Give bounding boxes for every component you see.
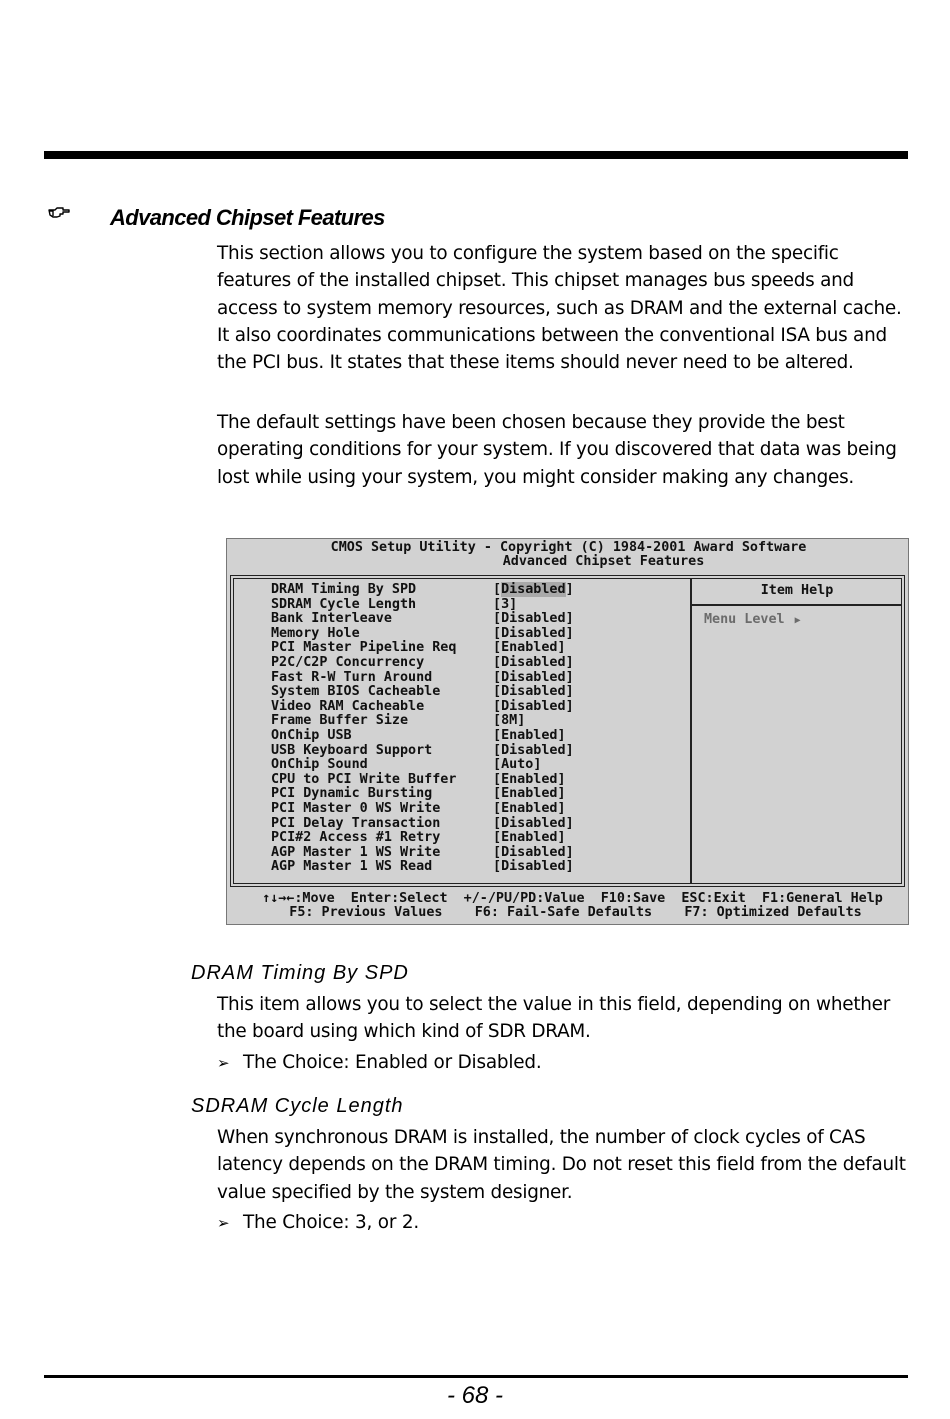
- bios-item-label[interactable]: OnChip Sound: [271, 757, 368, 773]
- bios-panel-divider: [690, 578, 692, 884]
- bios-value-text[interactable]: Disabled: [501, 698, 566, 714]
- bios-item-value[interactable]: [Enabled]: [493, 800, 566, 816]
- section-title: Advanced Chipset Features: [110, 205, 385, 230]
- bios-value-text[interactable]: Enabled: [501, 640, 558, 656]
- pointing-hand-icon: [48, 206, 70, 220]
- bios-item-value[interactable]: [Disabled]: [493, 859, 574, 875]
- bios-item-labels: [271, 583, 456, 875]
- bios-value-text[interactable]: Disabled: [501, 669, 566, 685]
- bios-item-value[interactable]: [Enabled]: [493, 640, 566, 656]
- item-choice-sdram-cycle: [217, 1212, 419, 1233]
- bios-value-text[interactable]: Enabled: [501, 800, 558, 816]
- bios-item-value[interactable]: [Disabled]: [493, 742, 574, 758]
- bios-item-value[interactable]: [Disabled]: [493, 611, 574, 627]
- arrowhead-bullet-icon: ➢: [217, 1054, 230, 1072]
- bios-value-text[interactable]: Disabled: [501, 815, 566, 831]
- bios-item-label[interactable]: AGP Master 1 WS Write: [271, 844, 441, 860]
- page-number: - 68 -: [446, 1382, 503, 1409]
- bios-item-label[interactable]: PCI Dynamic Bursting: [271, 786, 433, 802]
- bios-item-value[interactable]: [Disabled]: [493, 684, 574, 700]
- bios-value-text[interactable]: Disabled: [501, 844, 566, 860]
- bios-value-text[interactable]: Disabled: [501, 684, 566, 700]
- item-description-sdram-cycle: When synchronous DRAM is installed, the number of clock cycles of CAS latency depends on the DRAM timing. Do not reset this field from the default value specified by the system designer.: [217, 1127, 906, 1203]
- bios-item-label[interactable]: SDRAM Cycle Length: [271, 596, 417, 612]
- bios-item-label[interactable]: System BIOS Cacheable: [271, 684, 441, 700]
- bios-item-value[interactable]: [8M]: [493, 713, 526, 729]
- item-choice-dram-timing: [217, 1052, 542, 1073]
- bios-value-text[interactable]: Disabled: [501, 625, 566, 641]
- bios-key-help-line1: ↑↓→←:Move Enter:Select +/-/PU/PD:Value F10:Save ESC:Exit F1:General Help: [262, 891, 883, 906]
- menu-level-label: Menu Level: [704, 612, 785, 627]
- bios-value-text[interactable]: Disabled: [501, 654, 566, 670]
- bios-value-text[interactable]: 3: [501, 596, 510, 612]
- choice-text: The Choice: Enabled or Disabled.: [243, 1052, 542, 1073]
- bios-item-label[interactable]: Frame Buffer Size: [271, 713, 409, 729]
- item-description-dram-timing: This item allows you to select the value in this field, depending on whether the board using which kind of SDR DRAM.: [217, 994, 891, 1043]
- bios-value-text[interactable]: Disabled: [501, 582, 566, 597]
- bios-value-text[interactable]: Disabled: [501, 611, 566, 627]
- bios-item-value[interactable]: [Disabled]: [493, 844, 574, 860]
- bios-item-label[interactable]: PCI Master 0 WS Write: [271, 800, 441, 816]
- arrowhead-bullet-icon: ➢: [217, 1214, 230, 1232]
- bios-value-text[interactable]: Disabled: [501, 742, 566, 758]
- bios-item-label[interactable]: Memory Hole: [271, 625, 360, 641]
- bios-item-label[interactable]: Fast R-W Turn Around: [271, 669, 433, 685]
- bios-value-text[interactable]: Auto: [501, 757, 534, 773]
- item-heading-dram-timing: DRAM Timing By SPD: [191, 962, 409, 984]
- bios-item-value[interactable]: [Enabled]: [493, 786, 566, 802]
- bios-menu-level: [704, 612, 801, 627]
- top-rule: [44, 151, 908, 159]
- bios-item-label[interactable]: Video RAM Cacheable: [271, 698, 425, 714]
- bios-item-label[interactable]: DRAM Timing By SPD: [271, 582, 417, 597]
- bios-value-text[interactable]: Enabled: [501, 727, 558, 743]
- bios-item-value[interactable]: [Auto]: [493, 757, 542, 773]
- triangle-right-icon: ▶: [794, 615, 801, 626]
- bios-value-text[interactable]: Enabled: [501, 786, 558, 802]
- bios-item-value[interactable]: [Disabled]: [493, 654, 574, 670]
- bios-item-value[interactable]: [3]: [493, 596, 518, 612]
- bios-item-value[interactable]: [Enabled]: [493, 727, 566, 743]
- bios-help-title: Item Help: [760, 583, 834, 598]
- intro-paragraph: This section allows you to configure the system based on the specific features of the installed chipset. This chipset manages bus speeds and access to system memory resources, such as DRAM and the external cache. It also coordinates communications between the conventional ISA bus and the PCI bus. It states that these items should never need to be altered.: [217, 243, 902, 374]
- bios-item-value-selected[interactable]: [Disabled]: [493, 582, 574, 597]
- bios-item-value[interactable]: [Disabled]: [493, 625, 574, 641]
- bios-item-values: [493, 583, 574, 875]
- bios-value-text[interactable]: 8M: [501, 713, 518, 729]
- choice-text: The Choice: 3, or 2.: [243, 1212, 419, 1233]
- bios-item-label[interactable]: CPU to PCI Write Buffer: [271, 771, 457, 787]
- bios-item-label[interactable]: USB Keyboard Support: [271, 742, 433, 758]
- bios-item-label[interactable]: Bank Interleave: [271, 611, 392, 627]
- bios-item-label[interactable]: PCI#2 Access #1 Retry: [271, 830, 441, 846]
- bios-help-divider: [690, 604, 902, 606]
- bios-item-label[interactable]: PCI Master Pipeline Req: [271, 640, 457, 656]
- bios-subtitle: Advanced Chipset Features: [502, 554, 705, 569]
- bios-item-label[interactable]: OnChip USB: [271, 727, 352, 743]
- bios-item-value[interactable]: [Enabled]: [493, 830, 566, 846]
- bios-title: CMOS Setup Utility - Copyright (C) 1984-2001 Award Software: [330, 540, 807, 555]
- bios-item-value[interactable]: [Disabled]: [493, 669, 574, 685]
- bios-item-value[interactable]: [Disabled]: [493, 815, 574, 831]
- bios-value-text[interactable]: Enabled: [501, 771, 558, 787]
- defaults-paragraph: The default settings have been chosen because they provide the best operating conditions for your system. If you discovered that data was being lost while using your system, you might consider making any changes.: [217, 412, 897, 488]
- bios-item-label[interactable]: PCI Delay Transaction: [271, 815, 441, 831]
- bios-screenshot: [226, 538, 909, 925]
- bios-value-text[interactable]: Enabled: [501, 830, 558, 846]
- bios-key-help-line2: F5: Previous Values F6: Fail-Safe Defaults F7: Optimized Defaults: [289, 905, 862, 920]
- bios-item-value[interactable]: [Disabled]: [493, 698, 574, 714]
- item-heading-sdram-cycle: SDRAM Cycle Length: [191, 1095, 404, 1117]
- bios-item-value[interactable]: [Enabled]: [493, 771, 566, 787]
- bottom-rule: [44, 1375, 908, 1378]
- bios-item-label[interactable]: AGP Master 1 WS Read: [271, 859, 433, 875]
- bios-item-label[interactable]: P2C/C2P Concurrency: [271, 654, 425, 670]
- bios-value-text[interactable]: Disabled: [501, 859, 566, 875]
